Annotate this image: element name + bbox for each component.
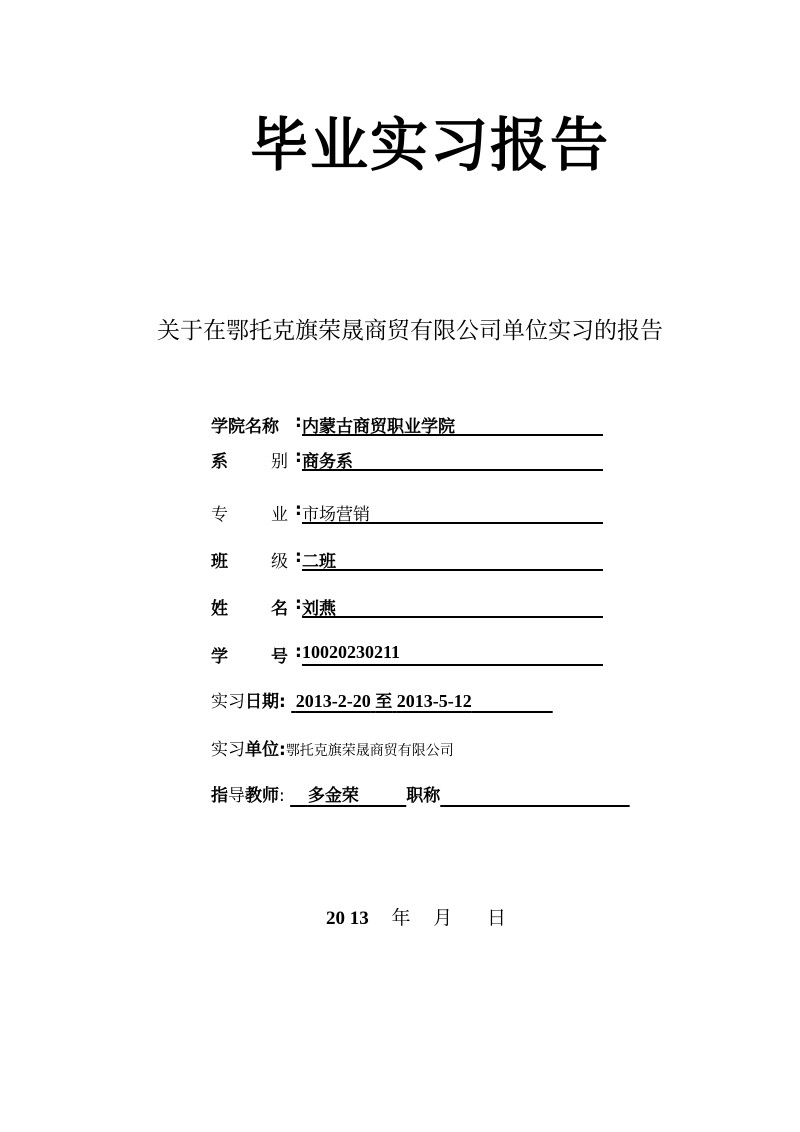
internship-unit-label-b: 单位 <box>245 740 279 760</box>
colon: : <box>295 500 302 520</box>
date-month-unit: 月 <box>433 907 453 929</box>
colon: : <box>279 786 285 806</box>
colon: : <box>295 447 302 467</box>
field-advisor <box>211 781 631 809</box>
internship-unit-value: 鄂托克旗荣晟商贸有限公司 <box>285 743 454 759</box>
major-label-b: 业 <box>271 505 288 525</box>
colon: : <box>295 642 302 662</box>
advisor-label-c: 教师 <box>245 786 279 806</box>
field-internship-date <box>211 687 611 715</box>
internship-date-sep: 至 <box>375 692 393 712</box>
colon: : <box>295 547 302 567</box>
major-label-a: 专 <box>211 505 228 525</box>
internship-start: 2013-2-20 <box>295 691 371 711</box>
class-label-a: 班 <box>211 552 228 572</box>
department-value: 商务系 <box>302 447 603 471</box>
date-year-unit: 年 <box>391 907 411 929</box>
major-value: 市场营销 <box>302 500 603 524</box>
advisor-title-label: 职称 <box>406 786 441 806</box>
report-date <box>326 903 506 930</box>
name-label-a: 姓 <box>211 599 228 619</box>
name-label-b: 名 <box>271 599 288 619</box>
internship-date-range <box>291 691 553 711</box>
date-day-unit: 日 <box>487 907 507 929</box>
date-year: 20 13 <box>326 908 369 929</box>
name-value: 刘燕 <box>302 594 603 618</box>
colon: : <box>295 594 302 614</box>
internship-date-label-b: 日期 <box>245 692 279 712</box>
advisor-label-b: 导 <box>228 786 245 806</box>
page-title: 毕业实习报告 <box>249 111 610 179</box>
advisor-title-field <box>440 786 629 806</box>
report-subtitle: 关于在鄂托克旗荣晟商贸有限公司单位实习的报告 <box>157 318 663 344</box>
advisor-name: 多金荣 <box>307 786 359 806</box>
student-id-label-b: 号 <box>271 647 288 667</box>
class-value: 二班 <box>302 547 603 571</box>
field-internship-unit <box>211 735 611 763</box>
department-label-a: 系 <box>211 452 228 472</box>
student-id-value: 10020230211 <box>302 642 603 666</box>
college-value: 内蒙古商贸职业学院 <box>302 412 603 436</box>
advisor-name-field <box>290 786 406 806</box>
colon: : <box>295 412 302 432</box>
class-label-b: 级 <box>271 552 288 572</box>
student-id-label-a: 学 <box>211 647 228 667</box>
internship-end: 2013-5-12 <box>396 691 472 711</box>
internship-date-label-a: 实习 <box>211 692 245 712</box>
colon: : <box>279 740 286 760</box>
internship-unit-label-a: 实习 <box>211 740 245 760</box>
college-label: 学院名称 <box>211 417 279 437</box>
advisor-label-a: 指 <box>211 786 228 806</box>
colon: : <box>279 692 286 712</box>
department-label-b: 别 <box>271 452 288 472</box>
